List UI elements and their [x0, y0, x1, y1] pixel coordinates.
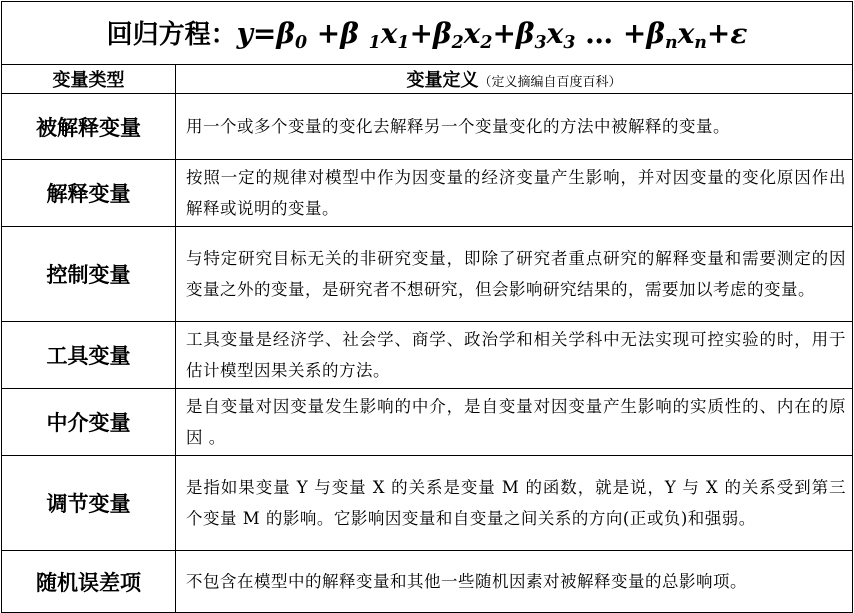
variable-definition: 与特定研究目标无关的非研究变量，即除了研究者重点研究的解释变量和需要测定的因变量之外的变量，是研究者不想研究，但会影响研究结果的，需要加以考虑的变量。: [176, 227, 853, 322]
table-row: [2, 551, 853, 613]
regression-equation: $y=\beta_0 +\beta$ $_1x_1+\beta_2x_2+\beta_3x_3$ … $+\beta_nx_n+\varepsilon$: [236, 16, 748, 53]
table-row: [2, 322, 853, 389]
variable-definition: 工具变量是经济学、社会学、商学、政治学和相关学科中无法实现可控实验的时，用于估计模型因果关系的方法。: [176, 322, 853, 389]
table-row: [2, 227, 853, 322]
variable-type: 工具变量: [2, 322, 176, 389]
table-row: [2, 94, 853, 160]
regression-variable-table: [1, 1, 853, 613]
header-row: [2, 65, 853, 94]
table-row: [2, 456, 853, 551]
variable-type: 控制变量: [2, 227, 176, 322]
variable-definition: 按照一定的规律对模型中作为因变量的经济变量产生影响，并对因变量的变化原因作出解释或说明的变量。: [176, 160, 853, 227]
variable-definition: 不包含在模型中的解释变量和其他一些随机因素对被解释变量的总影响项。: [176, 551, 853, 613]
column-header-definition: [176, 65, 853, 94]
title-row: [2, 2, 853, 65]
variable-definition: 是指如果变量 Y 与变量 X 的关系是变量 M 的函数，就是说，Y 与 X 的关系受到第三个变量 M 的影响。它影响因变量和自变量之间关系的方向(正或负)和强弱。: [176, 456, 853, 551]
variable-type: 随机误差项: [2, 551, 176, 613]
variable-type: 解释变量: [2, 160, 176, 227]
variable-type: 被解释变量: [2, 94, 176, 160]
title-prefix: 回归方程：: [106, 19, 237, 50]
table-title: [2, 2, 853, 65]
variable-type: 调节变量: [2, 456, 176, 551]
definition-label: 变量定义: [406, 70, 479, 91]
variable-definition: 用一个或多个变量的变化去解释另一个变量变化的方法中被解释的变量。: [176, 94, 853, 160]
variable-type: 中介变量: [2, 389, 176, 456]
variable-definition: 是自变量对因变量发生影响的中介，是自变量对因变量产生影响的实质性的、内在的原因 。: [176, 389, 853, 456]
table-row: [2, 160, 853, 227]
table-row: [2, 389, 853, 456]
column-header-type: 变量类型: [2, 65, 176, 94]
definition-source-note: （定义摘编自百度百科）: [478, 75, 622, 90]
